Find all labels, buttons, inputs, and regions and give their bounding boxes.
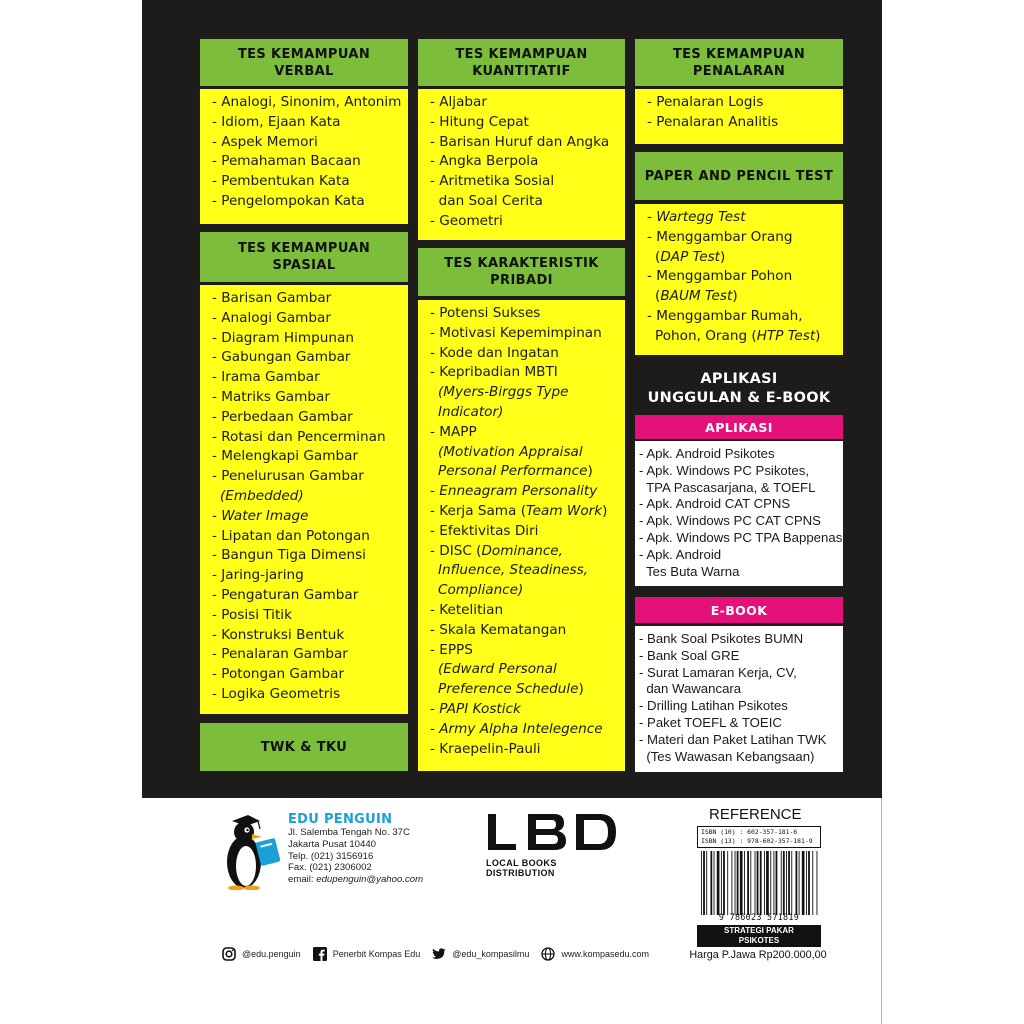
publisher-city: Jakarta Pusat 10440 xyxy=(288,838,377,850)
list-item: - Analogi Gambar xyxy=(212,309,331,326)
lbd-logo-icon xyxy=(486,812,618,852)
team-text: - Kerja Sama ( xyxy=(430,502,526,519)
embedded-note: (Embedded) xyxy=(220,487,304,504)
list-item: - Matriks Gambar xyxy=(212,388,330,405)
aplikasi-header: APLIKASI xyxy=(635,415,843,439)
list-item: - Paket TOEFL & TOEIC xyxy=(639,714,782,730)
book-title-line: PSIKOTES xyxy=(738,936,780,945)
ebook-header: E-BOOK xyxy=(635,597,843,623)
list-item: - Bangun Tiga Dimensi xyxy=(212,547,366,564)
twk-header: TWK & TKU xyxy=(200,723,408,771)
list-item xyxy=(430,581,625,601)
list-item: - Angka Berpola xyxy=(430,153,539,170)
reference-title: REFERENCE xyxy=(709,806,802,823)
website-link[interactable]: www.kompasedu.com xyxy=(561,949,649,959)
list-item: - Apk. Windows PC CAT CPNS xyxy=(639,513,821,529)
htp-note: HTP Test xyxy=(756,327,816,344)
isbn-box xyxy=(697,826,821,848)
dap-note: DAP Test xyxy=(660,248,720,265)
paren: ) xyxy=(815,327,821,344)
paper-pencil-header: PAPER AND PENCIL TEST xyxy=(635,152,843,200)
list-item xyxy=(430,462,625,482)
list-item xyxy=(647,248,843,268)
disc-text: - DISC ( xyxy=(430,542,482,559)
list-item: - Menggambar Rumah, xyxy=(647,307,803,324)
list-item: - Aljabar xyxy=(430,94,487,110)
globe-icon[interactable] xyxy=(541,947,555,961)
publisher-telp: Telp. (021) 3156916 xyxy=(288,850,374,862)
list-item xyxy=(430,443,625,463)
paren: ( xyxy=(655,248,661,265)
ebook-list xyxy=(635,626,843,772)
price-label: Harga P.Jawa Rp200.000,00 xyxy=(689,949,827,961)
list-item: - Kepribadian MBTI xyxy=(430,364,558,381)
list-item: - Diagram Himpunan xyxy=(212,329,354,346)
kuantitatif-header: TES KEMAMPUAN KUANTITATIF xyxy=(418,39,625,86)
social-bar xyxy=(222,945,661,963)
list-item: - Menggambar Orang xyxy=(647,228,793,245)
paren: ) xyxy=(732,288,738,305)
list-item xyxy=(430,542,625,562)
list-item: - Pembentukan Kata xyxy=(212,173,350,190)
karakter-list xyxy=(418,300,625,771)
facebook-handle[interactable]: Penerbit Kompas Edu xyxy=(332,949,421,959)
distributor-caption: LOCAL BOOKS DISTRIBUTION xyxy=(486,858,557,878)
aplikasi-section-title xyxy=(636,370,842,408)
list-item: - Efektivitas Diri xyxy=(430,522,539,539)
list-item xyxy=(430,561,625,581)
list-item: - Aspek Memori xyxy=(212,133,318,150)
list-item: - Apk. Android CAT CPNS xyxy=(639,496,791,512)
list-item xyxy=(647,287,843,307)
paren: ) xyxy=(578,681,584,698)
list-item: - Potensi Sukses xyxy=(430,305,541,321)
list-item: - Analogi, Sinonim, Antonim xyxy=(212,94,402,110)
list-item xyxy=(647,208,843,228)
list-item: - Kode dan Ingatan xyxy=(430,344,559,361)
book-title-label xyxy=(697,925,821,947)
isbn-13: ISBN (13) : 978-602-357-181-9 xyxy=(701,837,813,845)
kuantitatif-list xyxy=(418,89,625,240)
list-item xyxy=(430,700,625,720)
list-item: - Apk. Windows PC TPA Bappenas xyxy=(639,529,843,545)
penalaran-header: TES KEMAMPUAN PENALARAN xyxy=(635,39,843,86)
facebook-icon[interactable] xyxy=(313,947,327,961)
disc-note: Influence, Steadiness, xyxy=(438,562,589,579)
list-item: - Pengelompokan Kata xyxy=(212,192,365,209)
bullet: - xyxy=(212,507,222,524)
list-item: - Perbedaan Gambar xyxy=(212,408,353,425)
list-item xyxy=(212,507,408,527)
bullet: - xyxy=(430,700,440,717)
list-item: - Penelurusan Gambar xyxy=(212,468,364,485)
epps-note: Preference Schedule xyxy=(438,681,579,698)
paper-pencil-list xyxy=(635,204,843,355)
mapp-note: (Motivation Appraisal xyxy=(438,443,583,460)
instagram-icon[interactable] xyxy=(222,947,236,961)
list-item: - Materi dan Paket Latihan TWK xyxy=(639,731,827,747)
list-item: - Potongan Gambar xyxy=(212,666,345,683)
mapp-note: Personal Performance xyxy=(438,463,588,480)
list-item: - Geometri xyxy=(430,212,503,229)
email-label: email: xyxy=(288,874,317,886)
list-item: - Hitung Cepat xyxy=(430,113,529,130)
list-item: - Menggambar Pohon xyxy=(647,268,793,285)
twitter-handle[interactable]: @edu_kompasilmu xyxy=(452,949,530,959)
paren: ) xyxy=(720,248,726,265)
list-item: - Irama Gambar xyxy=(212,369,320,386)
army-item: Army Alpha Intelegence xyxy=(439,720,603,737)
penalaran-list xyxy=(635,89,843,144)
list-item: - Posisi Titik xyxy=(212,606,292,623)
baum-note: BAUM Test xyxy=(660,288,733,305)
email-link[interactable]: edupenguin@yahoo.com xyxy=(316,874,424,886)
barcode-icon xyxy=(697,851,821,915)
bullet: - xyxy=(430,483,440,500)
list-item: - Drilling Latihan Psikotes xyxy=(639,698,788,714)
list-item: - Apk. Android xyxy=(639,546,722,562)
list-item: - Apk. Android Psikotes xyxy=(639,446,775,461)
list-item: - Bank Soal GRE xyxy=(639,647,740,663)
list-item: TPA Pascasarjana, & TOEFL xyxy=(639,479,816,495)
twitter-icon[interactable] xyxy=(432,947,446,961)
section-title-line: UNGGULAN & E-BOOK xyxy=(647,390,831,406)
mbti-note: Indicator) xyxy=(438,403,504,420)
publisher-info xyxy=(288,812,423,886)
publisher-address: Jl. Salemba Tengah No. 37C xyxy=(288,827,410,838)
list-item: - Bank Soal Psikotes BUMN xyxy=(639,631,804,646)
publisher-fax: Fax. (021) 2306002 xyxy=(288,862,372,874)
list-item xyxy=(212,487,408,507)
list-item: - Rotasi dan Pencerminan xyxy=(212,428,386,445)
paren: ) xyxy=(587,463,593,480)
list-item xyxy=(430,403,625,423)
list-item xyxy=(430,660,625,680)
verbal-list xyxy=(200,89,408,224)
barcode-number: 9 786023 571819 xyxy=(718,912,800,922)
list-item: - Ketelitian xyxy=(430,601,504,618)
aplikasi-list xyxy=(635,441,843,586)
bullet: - xyxy=(430,720,440,737)
list-item: - Penalaran Analitis xyxy=(647,113,779,130)
book-title-line: STRATEGI PAKAR xyxy=(724,926,794,935)
list-item: dan Wawancara xyxy=(639,681,742,697)
karakter-header: TES KARAKTERISTIK PRIBADI xyxy=(418,248,625,296)
epps-note: (Edward Personal xyxy=(438,661,557,678)
disc-note: Compliance) xyxy=(438,582,524,599)
list-item: - Surat Lamaran Kerja, CV, xyxy=(639,664,797,680)
list-item: (Tes Wawasan Kebangsaan) xyxy=(639,748,815,764)
disc-note: Dominance, xyxy=(481,542,563,559)
list-item: - Konstruksi Bentuk xyxy=(212,626,345,643)
list-item: - Gabungan Gambar xyxy=(212,349,351,366)
list-item: - Melengkapi Gambar xyxy=(212,448,359,465)
list-item: - Kraepelin-Pauli xyxy=(430,740,541,757)
list-item: - Pemahaman Bacaan xyxy=(212,153,361,170)
list-item: - Penalaran Logis xyxy=(647,94,764,110)
water-image-item: Water Image xyxy=(221,507,309,524)
enneagram-item: Enneagram Personality xyxy=(439,483,598,500)
wartegg-item: Wartegg Test xyxy=(656,209,746,225)
instagram-handle[interactable]: @edu.penguin xyxy=(242,949,301,959)
paren: ) xyxy=(602,502,608,519)
list-item xyxy=(647,327,843,347)
list-item: - Barisan Gambar xyxy=(212,290,332,306)
list-item: Tes Buta Warna xyxy=(639,563,740,579)
verbal-header: TES KEMAMPUAN VERBAL xyxy=(200,39,408,86)
list-item: - Idiom, Ejaan Kata xyxy=(212,113,341,130)
penguin-logo-icon xyxy=(218,810,286,890)
bullet: - xyxy=(647,209,657,225)
list-item: - MAPP xyxy=(430,423,477,440)
list-item xyxy=(430,383,625,403)
list-item xyxy=(430,680,625,700)
list-item: - Barisan Huruf dan Angka xyxy=(430,133,610,150)
list-item: dan Soal Cerita xyxy=(430,192,543,209)
list-item xyxy=(430,720,625,740)
team-work-note: Team Work xyxy=(526,502,603,519)
publisher-name: EDU PENGUIN xyxy=(288,812,393,827)
isbn-10: ISBN (10) : 602-357-181-6 xyxy=(701,828,798,836)
distributor-logo xyxy=(486,812,618,878)
list-item: - Aritmetika Sosial xyxy=(430,173,555,190)
list-item: - Logika Geometris xyxy=(212,685,341,702)
section-title-line: APLIKASI xyxy=(700,371,778,387)
list-item: - Penalaran Gambar xyxy=(212,646,348,663)
list-item: - Skala Kematangan xyxy=(430,621,567,638)
list-item xyxy=(430,482,625,502)
list-item: - Jaring-jaring xyxy=(212,567,304,584)
publisher-email xyxy=(288,874,423,886)
paren: ( xyxy=(655,288,661,305)
spasial-list xyxy=(200,285,408,714)
list-item: - Motivasi Kepemimpinan xyxy=(430,324,602,341)
list-item: - Pengaturan Gambar xyxy=(212,586,359,603)
spasial-header: TES KEMAMPUAN SPASIAL xyxy=(200,232,408,282)
mbti-note: (Myers-Birggs Type xyxy=(438,384,569,401)
list-item: - Lipatan dan Potongan xyxy=(212,527,370,544)
htp-text: Pohon, Orang ( xyxy=(655,327,757,344)
papi-item: PAPI Kostick xyxy=(439,700,521,717)
list-item: - EPPS xyxy=(430,641,473,658)
list-item: - Apk. Windows PC Psikotes, xyxy=(639,462,810,478)
list-item xyxy=(430,502,625,522)
